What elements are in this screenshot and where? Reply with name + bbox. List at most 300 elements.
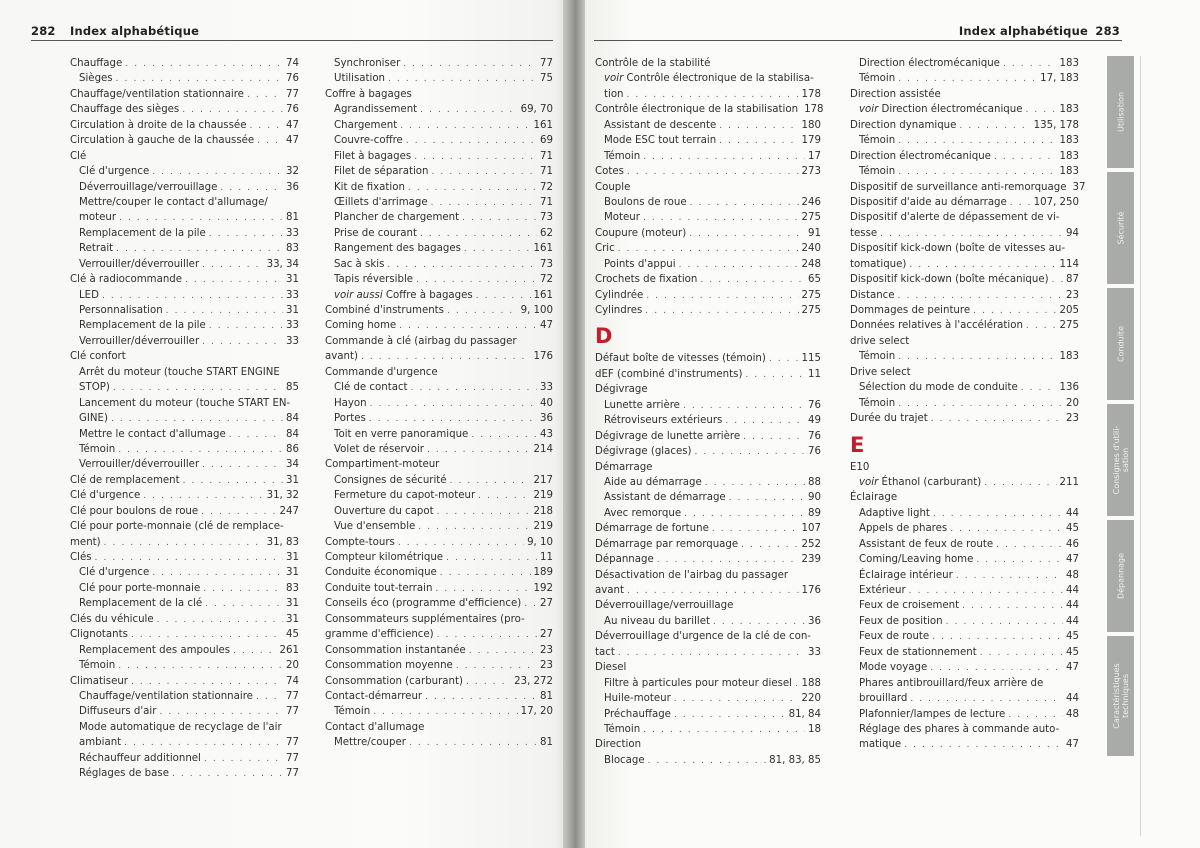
entry-term: tact (595, 646, 615, 658)
index-subentry (70, 226, 299, 241)
index-entry (595, 521, 821, 536)
entry-term: Assistant de feux de route (859, 538, 994, 550)
dot-leader (909, 584, 1063, 599)
entry-term: moteur (79, 212, 117, 224)
page-reference: 275 (801, 212, 821, 224)
entry-term: drive select (850, 335, 910, 347)
dot-leader (683, 399, 805, 414)
entry-term: Chauffage des sièges (70, 104, 180, 116)
index-subentry (325, 288, 553, 303)
index-subentry (850, 537, 1079, 552)
index-entry (70, 349, 299, 364)
page-reference: 20 (286, 660, 299, 672)
index-subentry (325, 704, 553, 719)
page-reference: 77 (286, 88, 299, 100)
entry-term: Phares antibrouillard/feux arrière de (859, 677, 1044, 689)
entry-term: Personnalisation (79, 305, 163, 316)
index-subentry (70, 581, 299, 596)
dot-leader (1052, 273, 1063, 288)
index-entry (850, 118, 1079, 133)
dot-leader (408, 181, 537, 196)
entry-term: Tapis réversible (334, 274, 414, 286)
index-entry (325, 457, 553, 472)
index-subentry (850, 349, 1079, 364)
dot-leader (125, 57, 283, 72)
entry-term: Fermeture du capot-moteur (334, 490, 476, 502)
page-reference: 48 (1066, 569, 1079, 581)
entry-term: Toit en verre panoramique (334, 428, 469, 440)
page-reference: 240 (801, 243, 821, 255)
entry-term: Contrôle électronique de la stabilisa- (626, 73, 814, 85)
index-subentry (325, 396, 553, 411)
page-reference: 161 (533, 289, 553, 301)
entry-term: Clés du véhicule (70, 613, 154, 625)
dot-leader (719, 134, 798, 149)
index-subentry (70, 704, 299, 719)
page-reference: 87 (1066, 274, 1079, 286)
dot-leader (370, 397, 537, 412)
dot-leader (674, 692, 799, 707)
entry-term: Remplacement de la pile (79, 227, 206, 239)
index-entry (595, 568, 821, 583)
entry-term: Filet de séparation (334, 166, 429, 178)
dot-leader (684, 507, 805, 522)
entry-term: Synchroniser (334, 58, 401, 69)
dot-leader (249, 119, 283, 134)
index-subentry (850, 164, 1079, 179)
page-reference: 72 (540, 181, 553, 193)
index-subentry (595, 722, 821, 737)
index-subentry (70, 288, 299, 303)
dot-leader (712, 522, 799, 537)
dot-leader (950, 522, 1063, 537)
index-entry (325, 596, 553, 611)
page-reference: 33 (540, 382, 553, 394)
entry-term: Compteur kilométrique (325, 552, 444, 563)
entry-term: Témoin (859, 351, 896, 363)
entry-term: Feux de stationnement (859, 646, 977, 658)
index-subentry (325, 504, 553, 519)
entry-term: Filet à bagages (334, 150, 412, 162)
index-subentry (70, 303, 299, 318)
dot-leader (959, 119, 1030, 134)
dot-leader (471, 428, 537, 443)
entry-term: Adaptive light (859, 507, 930, 519)
index-subentry (325, 473, 553, 488)
entry-term: Sièges (79, 73, 113, 85)
entry-term: Défaut boîte de vitesses (témoin) (595, 353, 766, 365)
dot-leader (447, 304, 518, 319)
page-reference: 69, 70 (520, 104, 553, 116)
entry-term: Consommateurs supplémentaires (pro- (325, 613, 525, 625)
entry-term: Œillets d'arrimage (334, 196, 428, 208)
entry-term: Données relatives à l'accélération (850, 320, 1023, 332)
index-subentry (595, 71, 821, 86)
dot-leader (387, 258, 537, 273)
page-edge-line (1140, 56, 1141, 836)
dot-leader (524, 597, 537, 612)
dot-leader (996, 538, 1063, 553)
index-entry (850, 318, 1079, 333)
index-subentry (70, 766, 299, 781)
page-title-left: Index alphabétique (70, 24, 200, 38)
index-entry (850, 334, 1079, 349)
index-subentry (850, 583, 1079, 598)
index-column-4 (850, 56, 1086, 753)
entry-term: Circulation à droite de la chaussée (70, 119, 247, 131)
dot-leader (690, 196, 799, 211)
index-subentry (850, 722, 1079, 737)
dot-leader (111, 412, 283, 427)
page-reference: 189 (533, 567, 553, 579)
dot-leader (95, 551, 284, 566)
dot-leader (102, 289, 283, 304)
entry-term: Extérieur (859, 585, 906, 596)
index-subentry (850, 56, 1079, 71)
page-reference: 37 (1072, 181, 1086, 193)
index-subentry (850, 396, 1079, 411)
dot-leader (203, 582, 283, 597)
page-reference: 47 (286, 119, 299, 131)
index-entry (70, 627, 299, 642)
page-reference: 31 (286, 274, 299, 286)
dot-leader (124, 736, 283, 751)
page-reference: 77 (286, 690, 299, 702)
dot-leader (373, 705, 517, 720)
index-subentry (325, 735, 553, 750)
page-reference: 83 (286, 582, 299, 594)
dot-leader (118, 443, 283, 458)
index-entry (70, 102, 299, 117)
index-subentry (850, 737, 1079, 752)
entry-term: Coming/Leaving home (859, 554, 974, 566)
page-reference: 47 (540, 320, 553, 332)
page-reference: 217 (533, 474, 553, 486)
dot-leader (646, 289, 798, 304)
page-reference: 31 (286, 552, 299, 563)
entry-term: Direction électromécanique (881, 104, 1023, 116)
dot-leader (725, 414, 805, 429)
index-subentry (325, 133, 553, 148)
entry-term: Diffuseurs d'air (79, 706, 157, 718)
index-subentry (325, 164, 553, 179)
page-reference: 31 (286, 474, 299, 486)
index-entry (70, 674, 299, 689)
entry-term: Témoin (859, 397, 896, 409)
index-subentry (595, 691, 821, 706)
page-reference: 239 (801, 554, 821, 566)
page-reference: 248 (801, 258, 821, 270)
index-entry (850, 272, 1079, 287)
dot-leader (898, 289, 1063, 304)
dot-leader (462, 211, 537, 226)
entry-term: ment) (70, 536, 101, 548)
page-reference: 76 (808, 399, 821, 411)
page-reference: 71 (540, 150, 553, 162)
dot-leader (204, 752, 283, 767)
page-reference: 71 (540, 166, 553, 178)
section-letter: E (850, 432, 865, 457)
page-reference: 45 (1066, 631, 1079, 643)
entry-term: Blocage (604, 754, 645, 766)
entry-term: Commande d'urgence (325, 366, 438, 378)
dot-leader (257, 134, 283, 149)
page-reference: 48 (1066, 708, 1079, 720)
entry-term: avant (595, 585, 624, 596)
entry-term: Coffre à bagages (325, 88, 412, 100)
index-subentry (850, 645, 1079, 660)
page-reference: 27 (540, 629, 553, 641)
page-reference: 273 (801, 166, 821, 178)
index-entry (70, 535, 299, 550)
page-reference: 65 (808, 274, 821, 286)
page-reference: 44 (1066, 693, 1079, 705)
dot-leader (745, 368, 805, 383)
entry-term: dEF (combiné d'instruments) (595, 368, 743, 380)
index-subentry (325, 442, 553, 457)
dot-leader (116, 72, 283, 87)
entry-term: Clé confort (70, 351, 126, 363)
entry-term: Portes (334, 413, 366, 425)
dot-leader (930, 661, 1063, 676)
page-reference: 214 (533, 443, 553, 455)
entry-term: Coffre à bagages (385, 289, 473, 301)
entry-term: Témoin (79, 443, 116, 455)
index-entry (595, 629, 821, 644)
page-reference: 90 (808, 492, 821, 504)
dot-leader (119, 211, 283, 226)
page-reference: 36 (540, 413, 553, 425)
entry-term: Distance (850, 289, 895, 301)
entry-term: Sac à skis (334, 258, 385, 270)
index-entry (595, 737, 821, 752)
page-reference: 275 (1059, 320, 1079, 332)
index-entry (70, 550, 299, 565)
entry-term: Combiné d'instruments (325, 305, 444, 316)
dot-leader (399, 319, 537, 334)
entry-term: Réglage des phares à commande auto- (859, 723, 1060, 735)
index-subentry (595, 676, 821, 691)
page-reference: 44 (1066, 615, 1079, 627)
index-entry (595, 272, 821, 287)
entry-term: Compte-tours (325, 536, 395, 548)
index-entry (850, 87, 1079, 102)
page-reference: 33 (808, 646, 821, 658)
entry-term: Mode automatique de recyclage de l'air (79, 721, 282, 733)
index-entry (70, 87, 299, 102)
entry-term: Clé d'urgence (79, 567, 150, 579)
entry-term: Huile-moteur (604, 693, 671, 705)
entry-term: Appels de phares (859, 523, 948, 535)
entry-term: Dommages de peinture (850, 305, 971, 316)
index-entry (595, 241, 821, 256)
page-reference: 218 (533, 505, 553, 517)
page-reference: 31 (286, 305, 299, 316)
page-reference: 33 (286, 335, 299, 347)
page-reference: 183 (1059, 58, 1079, 69)
chapter-tabs (1107, 56, 1134, 760)
dot-leader (962, 599, 1063, 614)
entry-term: tion (604, 88, 624, 100)
dot-leader (956, 569, 1063, 584)
entry-term: Au niveau du barillet (604, 615, 710, 627)
entry-term: Climatiseur (70, 675, 128, 687)
page-reference: 73 (540, 212, 553, 224)
page-reference: 83 (286, 243, 299, 255)
chapter-tab (1107, 56, 1134, 168)
entry-term: Verrouiller/déverrouiller (79, 459, 200, 471)
page-reference: 9, 100 (520, 305, 553, 316)
index-entry (595, 429, 821, 444)
dot-leader (898, 165, 1056, 180)
index-subentry (70, 164, 299, 179)
entry-term: Conduite économique (325, 567, 437, 579)
page-reference: 85 (286, 382, 299, 394)
entry-term: avant) (325, 351, 358, 363)
dot-leader (931, 412, 1063, 427)
index-subentry (595, 195, 821, 210)
dot-leader (118, 659, 283, 674)
index-subentry (325, 427, 553, 442)
entry-term: Clé pour porte-monnaie (79, 582, 201, 594)
dot-leader (719, 119, 798, 134)
entry-term: Dispositif kick-down (boîte de vitesses au- (850, 243, 1066, 255)
page-reference: 183 (1059, 351, 1079, 363)
page-reference: 84 (286, 413, 299, 425)
index-subentry (850, 552, 1079, 567)
dot-leader (113, 381, 283, 396)
dot-leader (743, 430, 805, 445)
entry-term: Compartiment-moteur (325, 459, 440, 471)
index-subentry (595, 490, 821, 505)
entry-term: Prise de courant (334, 227, 417, 239)
dot-leader (205, 597, 283, 612)
dot-leader (172, 767, 283, 782)
page-reference: 178 (801, 88, 821, 100)
dot-leader (932, 630, 1063, 645)
dot-leader (648, 754, 767, 769)
index-subentry (70, 396, 299, 411)
entry-term: Direction (595, 739, 642, 751)
dot-leader (229, 428, 283, 443)
index-subentry (70, 380, 299, 395)
dot-leader (729, 491, 805, 506)
entry-term: Déverrouillage/verrouillage (595, 600, 734, 612)
index-subentry (325, 195, 553, 210)
index-subentry (325, 411, 553, 426)
index-subentry (850, 521, 1079, 536)
index-subentry (850, 475, 1079, 490)
index-column-2 (325, 56, 553, 751)
page-reference: 45 (286, 629, 299, 641)
page-title-right: Index alphabétique (958, 24, 1088, 38)
index-subentry (325, 210, 553, 225)
dot-leader (233, 644, 276, 659)
index-column-1 (70, 56, 299, 782)
dot-leader (431, 165, 537, 180)
dot-leader (159, 705, 283, 720)
dot-leader (627, 584, 799, 599)
page-reference: 136 (1059, 382, 1079, 394)
dot-leader (220, 181, 283, 196)
entry-term: Éthanol (carburant) (881, 476, 982, 488)
dot-leader (183, 474, 283, 489)
entry-term: Clé d'urgence (79, 166, 150, 178)
index-entry (325, 87, 553, 102)
page-reference: 62 (540, 227, 553, 239)
page-reference: 74 (286, 675, 299, 687)
dot-leader (909, 258, 1056, 273)
entry-term: E10 (850, 461, 870, 473)
entry-term: Éclairage intérieur (859, 569, 953, 581)
entry-term: Dispositif kick-down (boîte mécanique) (850, 274, 1049, 286)
entry-term: Assistant de démarrage (604, 492, 726, 504)
chapter-tab-label: Utilisation (1116, 91, 1125, 133)
dot-leader (403, 57, 537, 72)
index-subentry (325, 380, 553, 395)
entry-term: Verrouiller/déverrouiller (79, 335, 200, 347)
page-reference: 18 (808, 723, 821, 735)
page-reference: 247 (279, 505, 299, 517)
page-reference: 44 (1066, 600, 1079, 612)
entry-term: Clé (70, 150, 87, 162)
dot-leader (437, 505, 531, 520)
entry-term: Direction électromécanique (859, 58, 1000, 69)
dot-leader (643, 723, 805, 738)
page-reference: 47 (1066, 662, 1079, 674)
entry-term: Verrouiller/déverrouiller (79, 258, 200, 270)
section-letter: D (595, 324, 613, 349)
entry-term: Clé d'urgence (70, 490, 141, 502)
dot-leader (256, 690, 283, 705)
page-reference: 219 (533, 490, 553, 502)
entry-term: Coming home (325, 320, 397, 332)
page-reference: 77 (286, 752, 299, 764)
index-entry (70, 118, 299, 133)
dot-leader (157, 613, 283, 628)
index-subentry (70, 210, 299, 225)
chapter-tab (1107, 288, 1134, 400)
index-subentry (70, 720, 299, 735)
index-subentry (595, 210, 821, 225)
index-subentry (595, 413, 821, 428)
index-subentry (70, 427, 299, 442)
index-subentry (850, 133, 1079, 148)
dot-leader (369, 412, 537, 427)
entry-term: gramme d'efficience) (325, 629, 434, 641)
dot-leader (116, 242, 283, 257)
dot-leader (700, 273, 805, 288)
page-reference: 252 (801, 538, 821, 550)
index-subentry (325, 241, 553, 256)
page-reference: 11 (808, 368, 821, 380)
chapter-tab (1107, 520, 1134, 632)
page-reference: 33, 34 (266, 258, 299, 270)
page-reference: 89 (808, 507, 821, 519)
page-reference: 17, 183 (1040, 73, 1079, 85)
entry-term: Agrandissement (334, 104, 418, 116)
index-entry (850, 257, 1079, 272)
index-entry (70, 149, 299, 164)
entry-term: Ouverture du capot (334, 505, 434, 517)
dot-leader (643, 150, 805, 165)
page-reference: 74 (286, 58, 299, 69)
page-reference: 44 (1066, 507, 1079, 519)
index-entry (850, 226, 1079, 241)
entry-term: Témoin (859, 135, 896, 147)
dot-leader (904, 738, 1063, 753)
index-entry (595, 367, 821, 382)
